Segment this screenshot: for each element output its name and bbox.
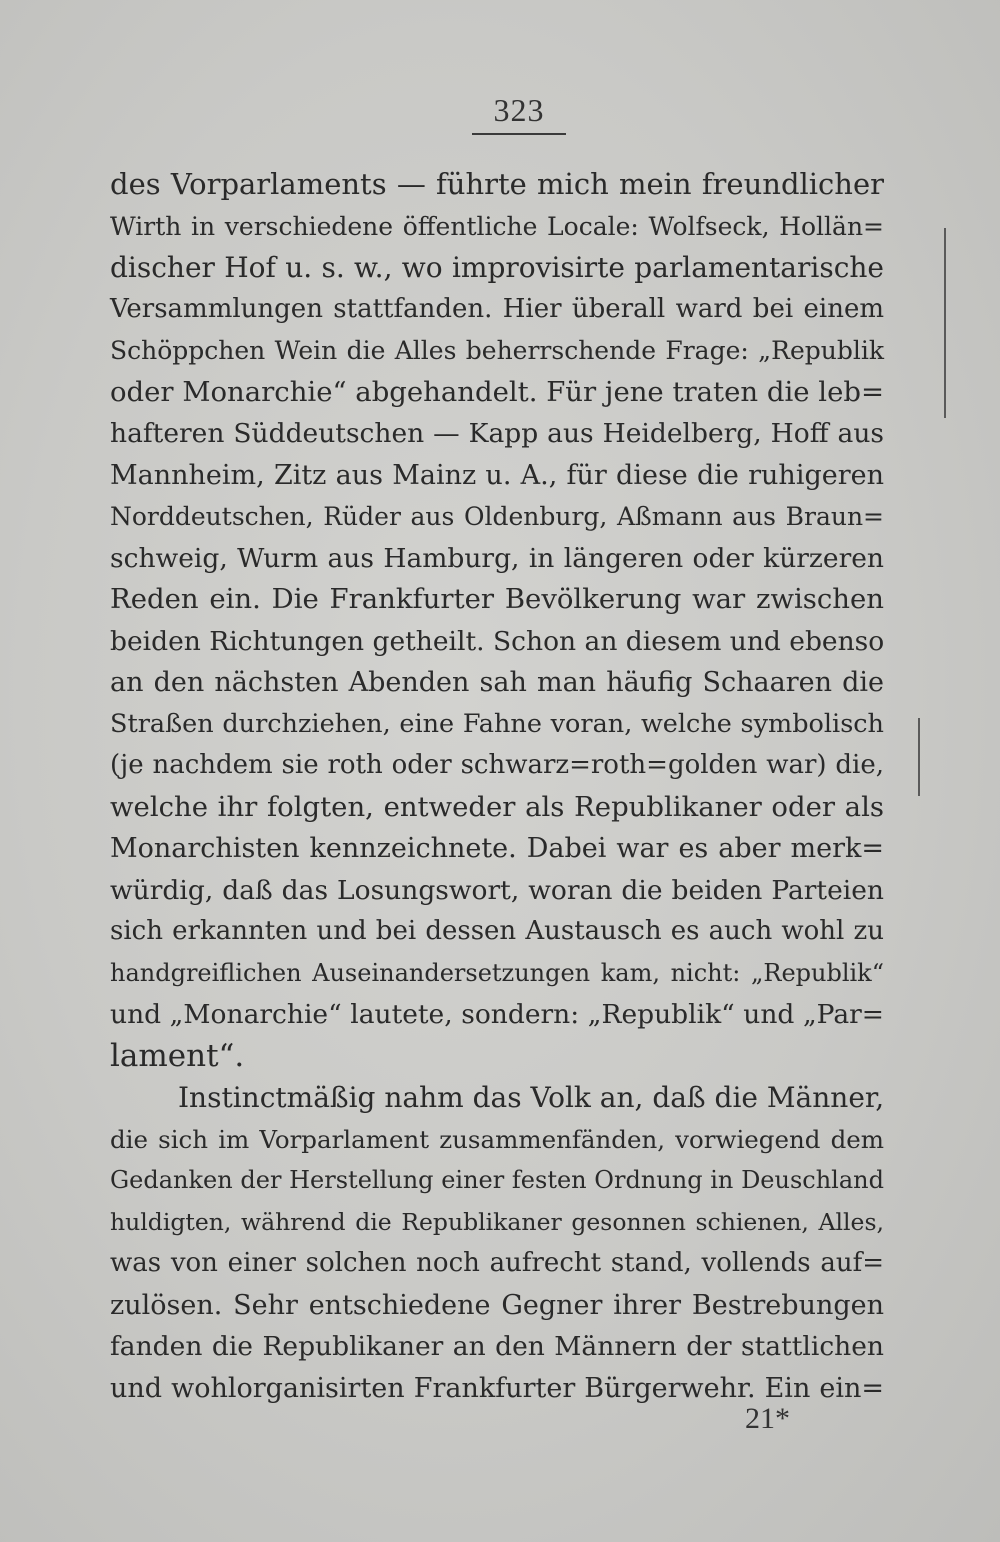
text-line: Norddeutschen, Rüder aus Oldenburg, Aßmann aus Braun=	[110, 502, 884, 531]
text-line: Gedanken der Herstellung einer festen Ordnung in Deuschland	[110, 1166, 884, 1194]
text-line: huldigten, während die Republikaner gesonnen schienen, Alles,	[110, 1207, 884, 1236]
text-line: die sich im Vorparlament zusammenfänden, vorwiegend dem	[110, 1124, 884, 1154]
text-line: des Vorparlaments — führte mich mein freundlicher	[110, 167, 884, 201]
text-line: Schöppchen Wein die Alles beherrschende Frage: „Republik	[110, 336, 884, 365]
text-line: Mannheim, Zitz aus Mainz u. A., für diese die ruhigeren	[110, 459, 884, 491]
text-line: Reden ein. Die Frankfurter Bevölkerung war zwischen	[110, 583, 884, 615]
text-line: an den nächsten Abenden sah man häufig Schaaren die	[110, 667, 884, 698]
text-line: beiden Richtungen getheilt. Schon an diesem und ebenso	[110, 625, 885, 657]
page-number: 323	[493, 92, 545, 128]
text-line: schweig, Wurm aus Hamburg, in längeren oder kürzeren	[110, 542, 884, 574]
text-line: und wohlorganisirten Frankfurter Bürgerwehr. Ein ein=	[110, 1372, 884, 1404]
body-text	[110, 164, 884, 1409]
text-line: Straßen durchziehen, eine Fahne voran, welche symbolisch	[110, 708, 884, 739]
text-line: hafteren Süddeutschen — Kapp aus Heidelberg, Hoff aus	[110, 418, 884, 449]
text-line: oder Monarchie“ abgehandelt. Für jene traten die leb=	[110, 375, 884, 408]
text-line: zulösen. Sehr entschiedene Gegner ihrer Bestrebungen	[110, 1289, 884, 1321]
margin-pencil-mark	[918, 718, 920, 796]
text-line: was von einer solchen noch aufrecht stand, vollends auf=	[110, 1248, 884, 1278]
paragraph-start-line: Instinctmäßig nahm das Volk an, daß die Männer,	[178, 1081, 885, 1114]
text-line: Monarchisten kennzeichnete. Dabei war es aber merk=	[110, 833, 884, 864]
text-line: und „Monarchie“ lautete, sondern: „Republik“ und „Par=	[110, 999, 884, 1030]
page-number-rule	[472, 133, 566, 135]
text-line: Versammlungen stattfanden. Hier überall ward bei einem	[110, 293, 884, 324]
signature-mark: 21*	[745, 1402, 790, 1435]
text-line: sich erkannten und bei dessen Austausch es auch wohl zu	[110, 916, 884, 946]
margin-pencil-mark	[944, 228, 946, 418]
text-line: (je nachdem sie roth oder schwarz=roth=golden war) die,	[110, 750, 884, 780]
text-line: welche ihr folgten, entweder als Republikaner oder als	[110, 790, 884, 823]
paragraph-end-line: lament“.	[110, 1037, 245, 1074]
text-line: fanden die Republikaner an den Männern der stattlichen	[110, 1331, 884, 1362]
text-line: discher Hof u. s. w., wo improvisirte parlamentarische	[110, 251, 884, 284]
text-line: würdig, daß das Losungswort, woran die beiden Parteien	[110, 874, 884, 906]
text-line: handgreiflichen Auseinandersetzungen kam, nicht: „Republik“	[110, 958, 884, 987]
text-line: Wirth in verschiedene öffentliche Locale: Wolfseck, Hollän=	[110, 211, 884, 241]
